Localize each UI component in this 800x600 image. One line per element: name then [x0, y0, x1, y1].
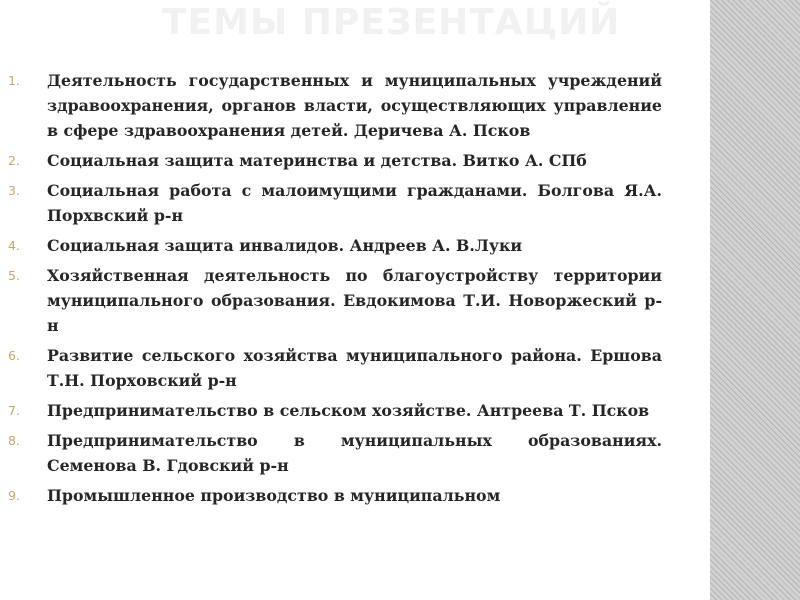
list-item: [0, 68, 662, 143]
list-item-text: Хозяйственная деятельность по благоустройству территории муниципального образования. Евдокимова Т.И. Новоржеский р-н: [47, 266, 662, 335]
list-item-text: Предпринимательство в муниципальных образованиях. Семенова В. Гдовский р-н: [47, 431, 662, 475]
list-number: 5.: [8, 268, 20, 283]
list-item: [0, 343, 662, 393]
list-number: 8.: [8, 433, 20, 448]
list-item: [0, 428, 662, 478]
list-number: 7.: [8, 403, 20, 418]
topics-list: [0, 68, 662, 513]
list-item: [0, 483, 662, 508]
list-number: 2.: [8, 153, 20, 168]
list-item: [0, 148, 662, 173]
decorative-side-panel: [710, 0, 800, 600]
list-item-text: Социальная работа с малоимущими гражданами. Болгова Я.А. Порхвский р-н: [47, 181, 662, 225]
list-item-text: Промышленное производство в муниципальном: [47, 486, 501, 505]
list-item: [0, 178, 662, 228]
list-item-text: Социальная защита материнства и детства. Витко А. СПб: [47, 151, 587, 170]
list-number: 9.: [8, 488, 20, 503]
list-number: 4.: [8, 238, 20, 253]
list-item-text: Деятельность государственных и муниципальных учреждений здравоохранения, органов власти, осуществляющих управление в сфере здравоохранения детей. Деричева А. Псков: [47, 71, 662, 140]
list-item: [0, 398, 662, 423]
list-item-text: Предпринимательство в сельском хозяйстве. Антреева Т. Псков: [47, 401, 650, 420]
list-number: 6.: [8, 348, 20, 363]
list-item: [0, 233, 662, 258]
slide-title: ТЕМЫ ПРЕЗЕНТАЦИЙ: [162, 2, 621, 43]
list-item-text: Развитие сельского хозяйства муниципального района. Ершова Т.Н. Порховский р-н: [47, 346, 662, 390]
list-item-text: Социальная защита инвалидов. Андреев А. В.Луки: [47, 236, 523, 255]
list-number: 1.: [8, 73, 20, 88]
list-item: [0, 263, 662, 338]
list-number: 3.: [8, 183, 20, 198]
